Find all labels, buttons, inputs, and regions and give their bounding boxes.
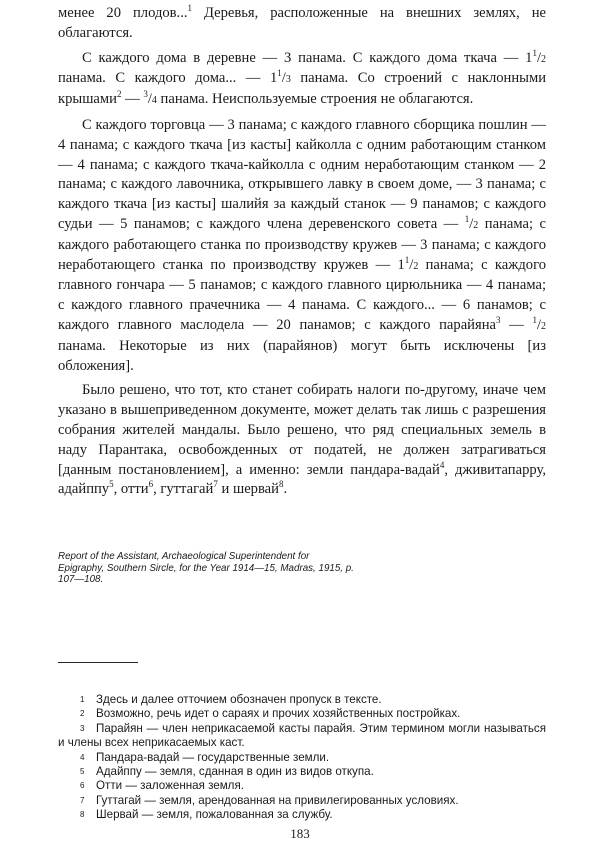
footnote-divider [58,662,138,663]
paragraph-2: С каждого дома в деревне — 3 панама. С каждого дома ткача — $1^1/2$ панама. С каждого дома... — $1^1/3$ панама. Со строений с наклонными крышами$^2$ — $^3$/4 панама. Неиспользуемые строения не облагаются. [58,47,546,108]
footnote-item: 8 Шервай — земля, пожалованная за службу. [80,808,333,822]
main-text [58,4,546,505]
footnote-item: 4 Пандара-вадай — государственные земли. [80,750,330,764]
paragraph-3: С каждого торговца — 3 панама; с каждого главного сборщика пошлин — 4 панама; с каждого ткача [из касты] кайколла с одним работающим станком — 4 панама; с каждого ткача-кайколла с одним неработающим станком — 2 панама; с каждого лавочника, открывшего лавку в своем доме, — 3 панама; с каждого ткача [из касты] шалийя за каждый станок — 9 панамов; с каждого судьи — 5 панамов; с каждого члена деревенского совета — $^1$/2 панама; с каждого работающего станка по производству кружев — 3 панама; с каждого неработающего станка по производству кружев — $1^1/2$ панама; с каждого главного гончара — 5 панамов; с каждого главного цирюльника — 4 панама; с каждого главного прачечника — 4 панама. С каждого... — 6 панамов; с каждого главного маслодела — 20 панамов; с каждого парайяна$^3$ — $^1$/2 панама. Некоторые из них (парайянов) могут быть исключены [из обложения]. [58,116,547,374]
footnote-item: 5 Адайппу — земля, сданная в один из видов откупа. [80,765,374,779]
footnote-item: 1 Здесь и далее отточием обозначен пропуск в тексте. [80,693,382,706]
source-citation: Report of the Assistant, Archaeological Superintendent for Epigraphy, Southern Sircle, for the Year 1914—15, Madras, 1915, p. 107—108. [58,551,354,585]
footnote-item: 3 Парайян — член неприкасаемой касты парайя. Этим термином могли называться и члены всех неприкасаемых каст. [58,721,546,750]
footnote-item: 7 Гуттагай — земля, арендованная на привилегированных условиях. [80,793,459,807]
page-number: 183 [290,826,310,841]
paragraph-1: менее 20 плодов...$^1$ Деревья, расположенные на внешних землях, не облагаются. [58,3,546,41]
paragraph-4: Было решено, что тот, кто станет собирать налоги по-другому, иначе чем указано в вышеприведенном документе, может делать так лишь с разрешения собрания жителей мандалы. Было решено, что ряд специальных земель в наду Парантака, освобожденных от податей, не должен затрагиваться [данным постановлением], а именно: земли пандара-вадай$^4$, дживитапарру, адайппу$^5$, отти$^6$, гуттагай$^7$ и шервай$^8$. [58,382,546,498]
footnote-item: 6 Отти — заложенная земля. [80,779,244,793]
footnote-item: 2 Возможно, речь идет о сараях и прочих хозяйственных постройках. [80,707,461,721]
footnotes [58,693,546,823]
